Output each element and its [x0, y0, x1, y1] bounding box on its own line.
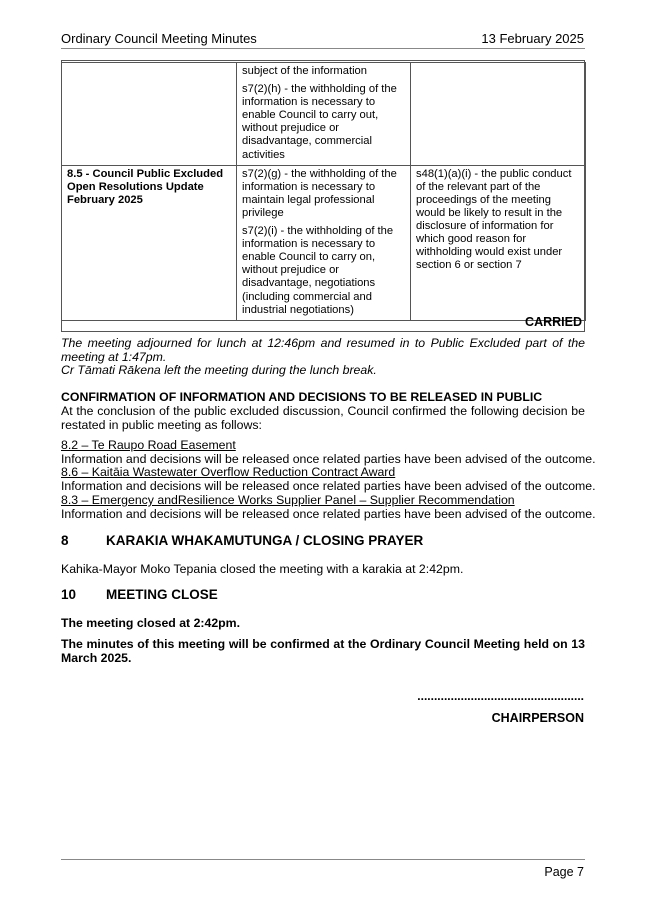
chairperson-label: CHAIRPERSON	[491, 711, 584, 725]
carried-label: CARRIED	[525, 315, 582, 329]
section-number: 8	[61, 533, 69, 548]
section8-text: Kahika-Mayor Moko Tepania closed the meeting with a karakia at 2:42pm.	[61, 562, 464, 576]
section-number: 10	[61, 587, 77, 602]
table-cell-item: 8.5 - Council Public Excluded Open Resolutions Update February 2025	[62, 165, 237, 320]
confirmation-intro: At the conclusion of the public excluded discussion, Council confirmed the following decision be restated in public meeting as follows:	[61, 404, 585, 432]
section-heading	[61, 587, 218, 602]
resolution-table	[61, 62, 586, 321]
section-heading	[61, 533, 423, 548]
grounds-text: s7(2)(h) - the withholding of the information is necessary to enable Council to carry out, without prejudice or disadvantage, commercial activities	[242, 83, 397, 161]
item-title: 8.3 – Emergency andResilience Works Supplier Panel – Supplier Recommendation	[61, 493, 515, 507]
meeting-closed-text: The meeting closed at 2:42pm.	[61, 616, 241, 630]
page-number: Page 7	[544, 865, 584, 879]
minutes-confirm-text: The minutes of this meeting will be confirmed at the Ordinary Council Meeting held on 13 March 2025.	[61, 637, 585, 665]
confirmation-heading: CONFIRMATION OF INFORMATION AND DECISIONS TO BE RELEASED IN PUBLIC	[61, 390, 543, 404]
grounds-text: subject of the information	[242, 65, 367, 77]
section-title: MEETING CLOSE	[106, 587, 218, 602]
table-row	[62, 63, 586, 166]
table-row	[62, 165, 586, 320]
item-note: Information and decisions will be released once related parties have been advised of the outcome.	[61, 479, 596, 493]
item-note: Information and decisions will be released once related parties have been advised of the outcome.	[61, 452, 596, 466]
table-cell-item	[62, 63, 237, 166]
section-title: KARAKIA WHAKAMUTUNGA / CLOSING PRAYER	[106, 533, 424, 548]
item-title: 8.2 – Te Raupo Road Easement	[61, 438, 236, 452]
grounds-text: s7(2)(i) - the withholding of the information is necessary to enable Council to carry on, without prejudice or disadvantage, negotiations (including commercial and industrial negotiations)	[242, 225, 394, 316]
table-cell-reason: s48(1)(a)(i) - the public conduct of the relevant part of the proceedings of the meeting would be likely to result in the disclosure of information for which good reason for withholding would exist under section 6 or section 7	[411, 165, 586, 320]
header-divider	[61, 48, 585, 49]
signature-line: ..................................................	[417, 689, 584, 703]
table-cell-grounds	[237, 165, 411, 320]
header-title: Ordinary Council Meeting Minutes	[61, 31, 257, 46]
grounds-text: s7(2)(g) - the withholding of the information is necessary to maintain legal professional privilege	[242, 167, 397, 219]
header-date: 13 February 2025	[481, 31, 584, 46]
item-note: Information and decisions will be released once related parties have been advised of the outcome.	[61, 507, 596, 521]
adjourn-text: The meeting adjourned for lunch at 12:46pm and resumed in to Public Excluded part of the meeting at 1:47pm.	[61, 336, 585, 364]
adjourn-note: Cr Tāmati Rākena left the meeting during the lunch break.	[61, 363, 377, 377]
table-cell-grounds	[237, 63, 411, 166]
footer-divider	[61, 859, 585, 860]
table-cell-reason	[411, 63, 586, 166]
item-title: 8.6 – Kaitāia Wastewater Overflow Reduction Contract Award	[61, 465, 396, 479]
